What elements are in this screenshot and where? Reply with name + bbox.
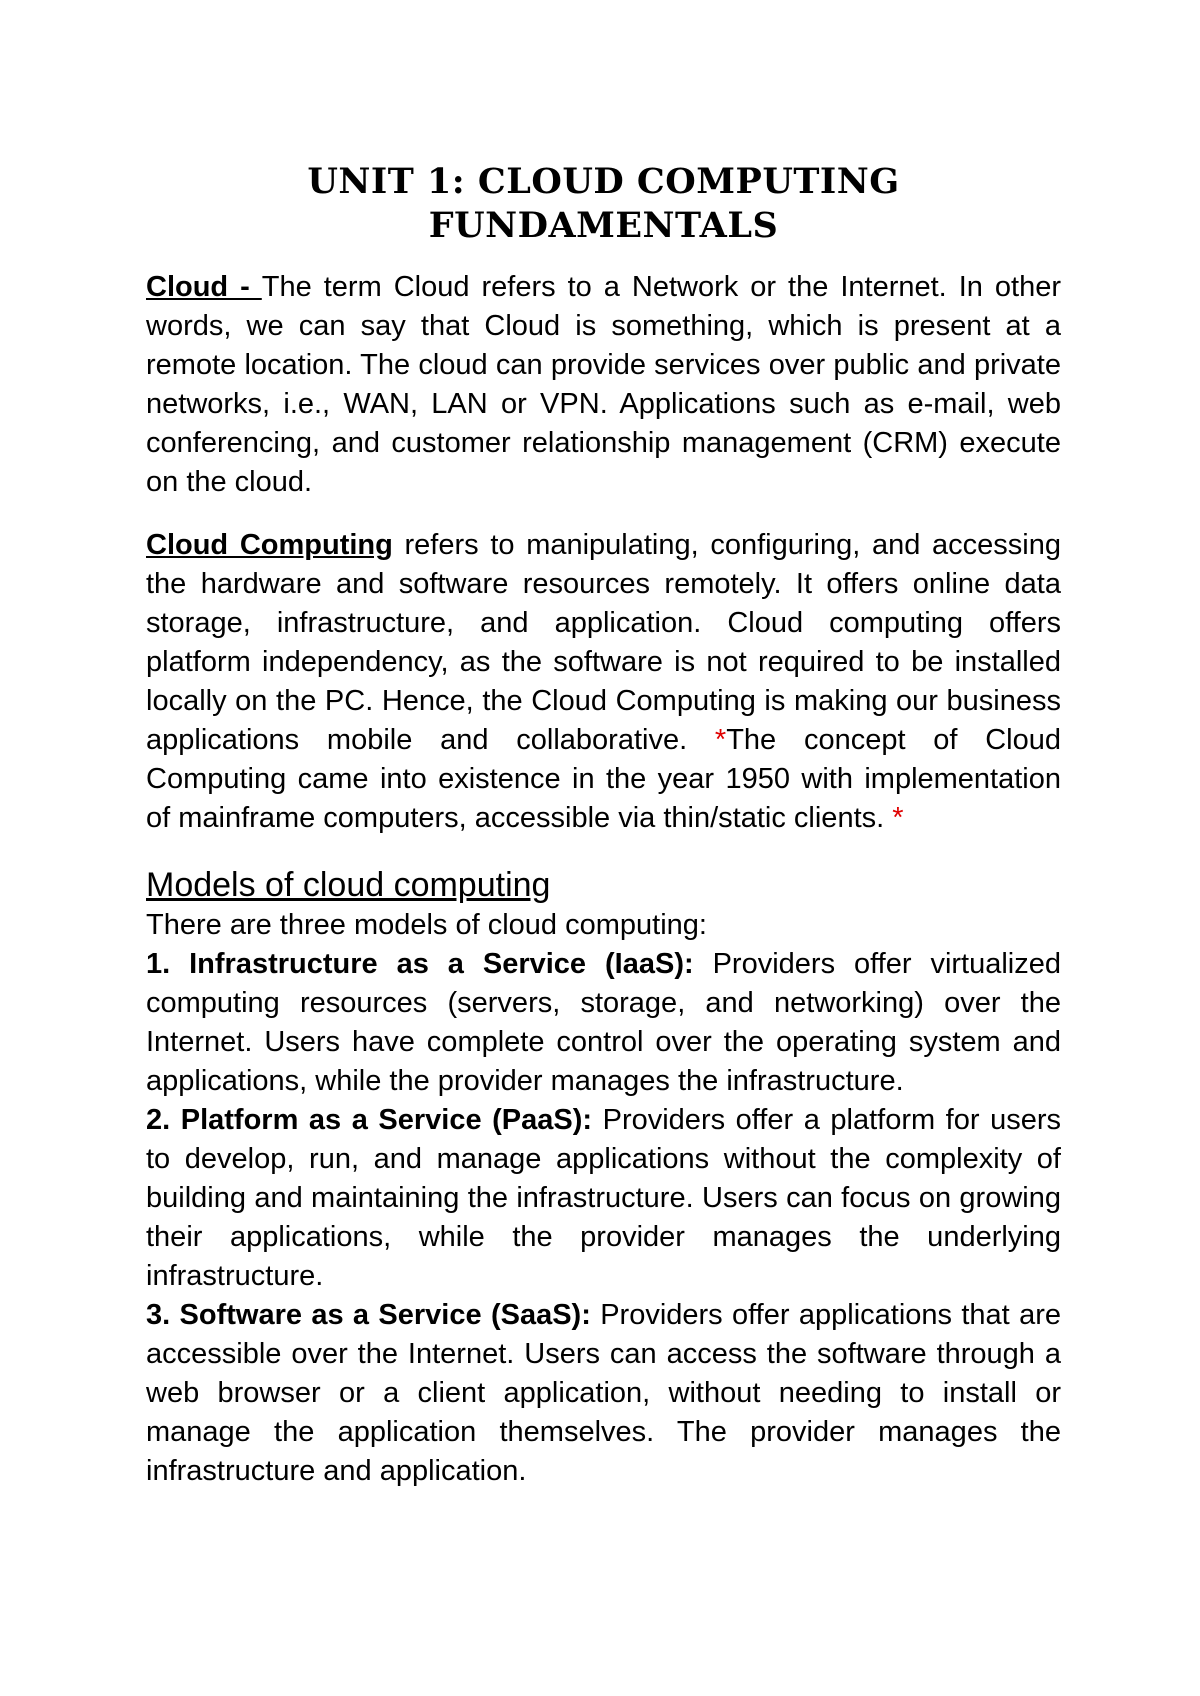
model-lead-iaas: 1. Infrastructure as a Service (IaaS): — [146, 948, 694, 980]
note-asterisk-open: * — [714, 724, 727, 756]
models-heading: Models of cloud computing — [146, 866, 551, 904]
model-item-saas — [146, 1296, 1061, 1491]
model-text-iaas: Providers offer virtualized computing resources (servers, storage, and networking) over the Internet. Users have complete control over the operating system and applications, while the provider manages the infrastructure. — [146, 948, 1062, 1097]
history-note: The concept of Cloud Computing came into existence in the year 1950 with implementation of mainframe computers, accessible via thin/static clients. — [146, 724, 1061, 834]
model-text-paas: Providers offer a platform for users to develop, run, and manage applications without the complexity of building and maintaining the infrastructure. Users can focus on growing their applications, while the provider manages the underlying infrastructure. — [146, 1104, 1061, 1292]
model-item-iaas — [146, 945, 1061, 1101]
cloud-paragraph — [146, 268, 1061, 502]
model-lead-paas: 2. Platform as a Service (PaaS): — [146, 1104, 593, 1136]
cloud-computing-paragraph — [146, 526, 1061, 838]
models-intro: There are three models of cloud computing: — [146, 909, 707, 941]
model-text-saas: Providers offer applications that are accessible over the Internet. Users can access the software through a web browser or a client application, without needing to install or manage the application themselves. The provider manages the infrastructure and application. — [146, 1299, 1061, 1487]
note-asterisk-close: * — [892, 802, 904, 834]
model-lead-saas: 3. Software as a Service (SaaS): — [146, 1299, 591, 1331]
cloud-computing-term: Cloud Computing — [146, 529, 393, 561]
document-page — [146, 150, 1061, 1491]
cloud-definition: The term Cloud refers to a Network or the Internet. In other words, we can say that Cloud is something, which is present at a remote location. The cloud can provide services over public and private networks, i.e., WAN, LAN or VPN. Applications such as e-mail, web conferencing, and customer relationship management (CRM) execute on the cloud. — [146, 271, 1061, 498]
page-title: UNIT 1: CLOUD COMPUTING FUNDAMENTALS — [307, 161, 900, 246]
cloud-term: Cloud - — [146, 271, 262, 303]
cloud-computing-definition: refers to manipulating, configuring, and accessing the hardware and software resources remotely. It offers online data storage, infrastructure, and application. Cloud computing offers platform independency, as the software is not required to be installed locally on the PC. Hence, the Cloud Computing is making our business applications mobile and collaborative. — [146, 529, 1061, 756]
model-item-paas — [146, 1101, 1061, 1296]
